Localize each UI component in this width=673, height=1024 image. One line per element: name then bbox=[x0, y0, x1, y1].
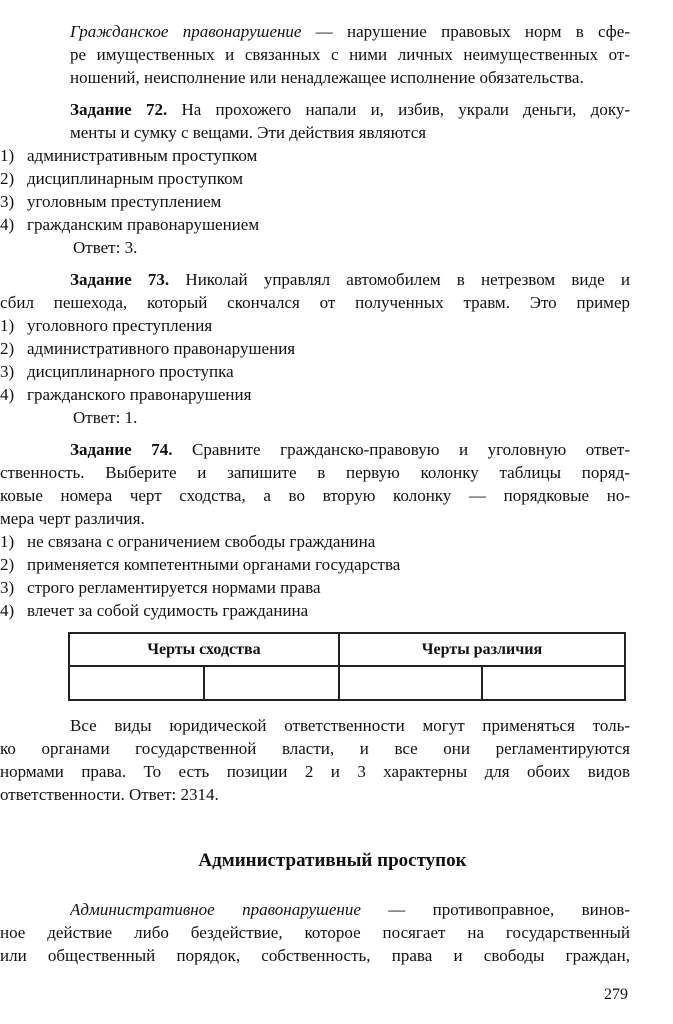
option: 1) не связана с ограничением свободы гражданина bbox=[0, 532, 376, 551]
option: 4) влечет за собой судимость гражданина bbox=[0, 601, 309, 620]
answer-cell bbox=[204, 666, 339, 700]
option: 3) дисциплинарного проступка bbox=[0, 362, 234, 381]
option: 2) дисциплинарным проступком bbox=[0, 169, 244, 188]
answer: Ответ: 1. bbox=[73, 408, 138, 427]
option: 4) гражданским правонарушением bbox=[0, 215, 260, 234]
section-line: Административное правонарушение — противоправное, винов- bbox=[70, 900, 630, 919]
task73-line: Задание 73. Николай управлял автомобилем в нетрезвом виде и bbox=[70, 270, 630, 289]
document-page bbox=[0, 20, 630, 967]
explanation-line: нормами права. То есть позиции 2 и 3 характерны для обоих видов bbox=[0, 762, 630, 781]
task74-line: Задание 74. Сравните гражданско-правовую и уголовную ответ- bbox=[70, 440, 630, 459]
option: 2) применяется компетентными органами государства bbox=[0, 555, 401, 574]
task-label: Задание 72. bbox=[70, 100, 168, 119]
task72-line: Задание 72. На прохожего напали и, избив, украли деньги, доку- bbox=[70, 100, 630, 119]
option: 4) гражданского правонарушения bbox=[0, 385, 252, 404]
answer-cell bbox=[69, 666, 204, 700]
answer-cell bbox=[482, 666, 625, 700]
explanation-line: Все виды юридической ответственности могут применяться толь- bbox=[70, 716, 630, 735]
option: 3) уголовным преступлением bbox=[0, 192, 222, 211]
task74-line: мера черт различия. bbox=[0, 509, 145, 528]
task72-line: менты и сумку с вещами. Эти действия являются bbox=[70, 123, 427, 142]
explanation-line: ко органами государственной власти, и все они регламентируются bbox=[0, 739, 630, 758]
term-admin-offense: Административное правонарушение bbox=[70, 900, 361, 919]
answer: Ответ: 3. bbox=[73, 238, 138, 257]
header-similarities: Черты сходства bbox=[69, 633, 339, 666]
page-number: 279 bbox=[604, 986, 628, 1003]
option: 1) уголовного преступления bbox=[0, 316, 213, 335]
task74-line: ковые номера черт сходства, а во вторую колонку — порядковые но- bbox=[0, 486, 630, 505]
intro-line: Гражданское правонарушение — нарушение правовых норм в сфе- bbox=[70, 22, 630, 41]
option: 3) строго регламентируется нормами права bbox=[0, 578, 321, 597]
answer-table bbox=[68, 632, 626, 701]
intro-line: ре имущественных и связанных с ними личных неимущественных от- bbox=[70, 45, 630, 64]
explanation-line: ответственности. Ответ: 2314. bbox=[0, 785, 219, 804]
section-heading: Административный проступок bbox=[198, 850, 467, 871]
section-line: ное действие либо бездействие, которое посягает на государственный bbox=[0, 923, 630, 942]
task-label: Задание 73. bbox=[70, 270, 170, 289]
option: 1) административным проступком bbox=[0, 146, 258, 165]
term-civil-offense: Гражданское правонарушение bbox=[70, 22, 302, 41]
section-line: или общественный порядок, собственность, права и свободы граждан, bbox=[0, 946, 630, 965]
header-differences: Черты различия bbox=[339, 633, 625, 666]
task74-line: ственность. Выберите и запишите в первую колонку таблицы поряд- bbox=[0, 463, 630, 482]
answer-cell bbox=[339, 666, 482, 700]
intro-line: ношений, неисполнение или ненадлежащее исполнение обязательства. bbox=[70, 68, 584, 87]
task-label: Задание 74. bbox=[70, 440, 173, 459]
task73-line: сбил пешехода, который скончался от полученных травм. Это пример bbox=[0, 293, 630, 312]
option: 2) административного правонарушения bbox=[0, 339, 296, 358]
